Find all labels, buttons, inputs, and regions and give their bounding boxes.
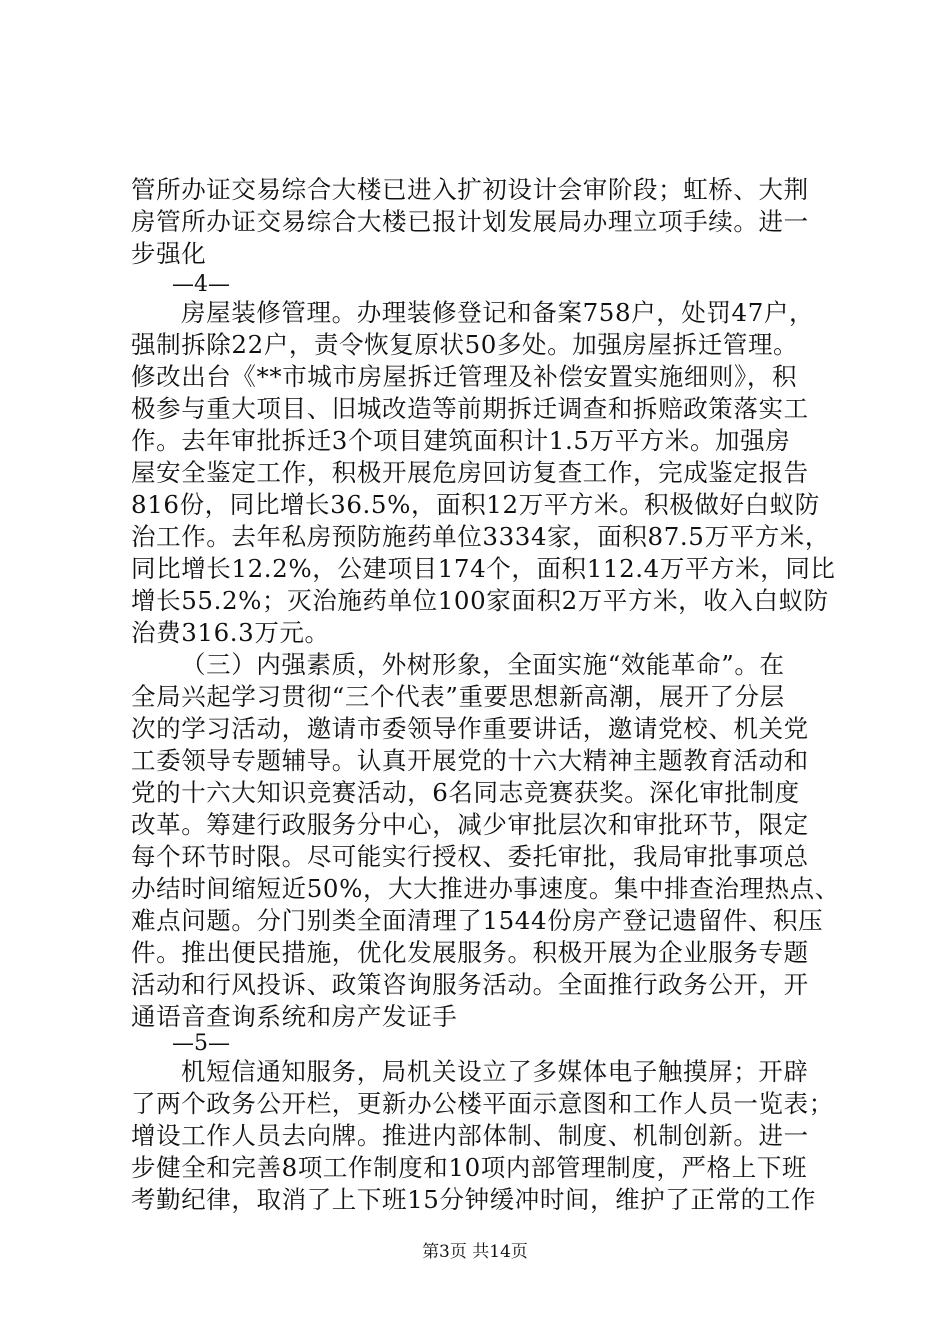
page-marker: —5— [172, 1031, 230, 1056]
body-line: 房屋装修管理。办理装修登记和备案758户，处罚47户， [181, 298, 815, 327]
body-line: 机短信通知服务，局机关设立了多媒体电子触摸屏；开辟 [181, 1057, 809, 1086]
body-line: 活动和行风投诉、政策咨询服务活动。全面推行政务公开，开 [131, 970, 809, 999]
body-line: 考勤纪律，取消了上下班15分钟缓冲时间，维护了正常的工作 [131, 1185, 816, 1214]
body-line: 步健全和完善8项工作制度和10项内部管理制度，严格上下班 [131, 1153, 808, 1182]
body-line: 次的学习活动，邀请市委领导作重要讲话，邀请党校、机关党 [131, 714, 809, 743]
body-line: 增设工作人员去向牌。推进内部体制、制度、机制创新。进一 [131, 1121, 809, 1150]
body-line: 修改出台《**市城市房屋拆迁管理及补偿安置实施细则》，积 [131, 362, 798, 391]
body-line: 治费316.3万元。 [131, 618, 330, 647]
body-line: 了两个政务公开栏，更新办公楼平面示意图和工作人员一览表； [131, 1089, 834, 1118]
body-line: 改革。筹建行政服务分中心，减少审批层次和审批环节，限定 [131, 810, 809, 839]
page-marker: —4— [172, 272, 230, 297]
body-line: 816份，同比增长36.5%，面积12万平方米。积极做好白蚁防 [131, 490, 820, 519]
section-heading: （三）内强素质，外树形象，全面实施“效能革命”。在 [181, 650, 785, 679]
page-footer: 第3页 共14页 [422, 1242, 528, 1262]
body-line: 件。推出便民措施，优化发展服务。积极开展为企业服务专题 [131, 938, 809, 967]
body-line: 强制拆除22户，责令恢复原状50多处。加强房屋拆迁管理。 [131, 330, 799, 359]
body-line: 难点问题。分门别类全面清理了1544份房产登记遗留件、积压 [131, 906, 824, 935]
body-line: 办结时间缩短近50%，大大推进办事速度。集中排查治理热点、 [131, 874, 840, 903]
body-line: 屋安全鉴定工作，积极开展危房回访复查工作，完成鉴定报告 [131, 458, 809, 487]
body-line: 同比增长12.2%，公建项目174个，面积112.4万平方米，同比 [131, 554, 836, 583]
body-line: 工委领导专题辅导。认真开展党的十六大精神主题教育活动和 [131, 746, 809, 775]
body-line: 步强化 [131, 239, 207, 268]
body-line: 极参与重大项目、旧城改造等前期拆迁调查和拆赔政策落实工 [131, 394, 809, 423]
body-line: 治工作。去年私房预防施药单位3334家，面积87.5万平方米， [131, 522, 830, 551]
body-line: 每个环节时限。尽可能实行授权、委托审批，我局审批事项总 [131, 842, 809, 871]
body-line: 房管所办证交易综合大楼已报计划发展局办理立项手续。进一 [131, 207, 809, 236]
body-line: 全局兴起学习贯彻“三个代表”重要思想新高潮，展开了分层 [131, 682, 785, 711]
body-line: 管所办证交易综合大楼已进入扩初设计会审阶段；虹桥、大荆 [131, 175, 809, 204]
body-line: 党的十六大知识竞赛活动，6名同志竞赛获奖。深化审批制度 [131, 778, 800, 807]
body-line: 作。去年审批拆迁3个项目建筑面积计1.5万平方米。加强房 [131, 426, 791, 455]
body-line: 通语音查询系统和房产发证手 [131, 1002, 458, 1031]
body-line: 增长55.2%；灭治施药单位100家面积2万平方米，收入白蚁防 [131, 586, 829, 615]
